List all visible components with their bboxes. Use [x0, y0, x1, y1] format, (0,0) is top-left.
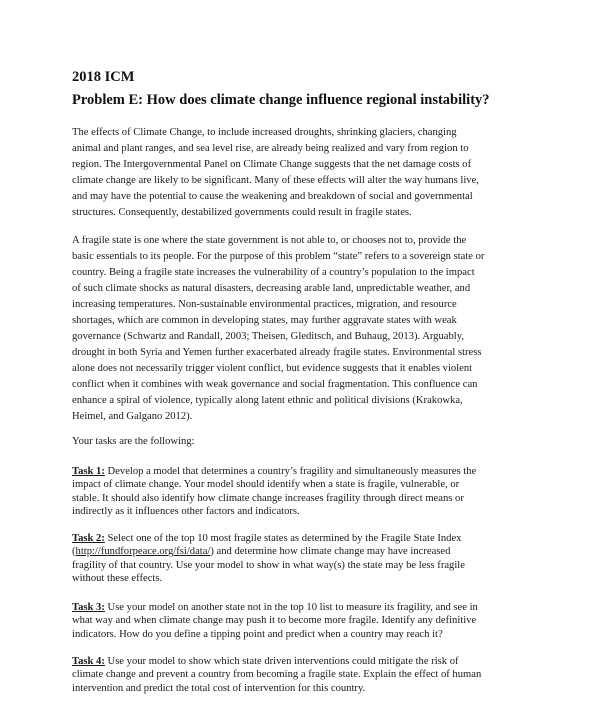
- para1-line: climate change are likely to be significant. Many of these effects will alter the way humans live,: [72, 175, 479, 186]
- task-2-paren: (: [72, 546, 76, 558]
- paragraph-climate-effects: [72, 125, 532, 221]
- task-3: [72, 601, 542, 641]
- task-2: [72, 532, 542, 586]
- fsi-data-link[interactable]: http://fundforpeace.org/fsi/data/: [75, 546, 211, 558]
- task-2-line: ) and determine how climate change may have increased: [210, 546, 451, 558]
- problem-title: Problem E: How does climate change influence regional instability?: [72, 92, 490, 108]
- task-4: [72, 655, 542, 695]
- task-4-line: climate change and prevent a country from becoming a fragile state. Explain the effect of human: [72, 669, 482, 681]
- para2-line: conflict when it combines with weak governance and social fragmentation. This confluence can: [72, 379, 478, 390]
- task-4-line: Use your model to show which state driven interventions could mitigate the risk of: [104, 656, 459, 667]
- task-2-label: Task 2:: [72, 533, 105, 544]
- task-4-label: Task 4:: [72, 656, 105, 667]
- tasks-intro-text: Your tasks are the following:: [72, 436, 195, 447]
- para2-line: Heimel, and Galgano 2012).: [72, 411, 193, 422]
- task-3-label: Task 3:: [72, 602, 105, 613]
- para2-line: increasing temperatures. Non-sustainable environmental practices, migration, and resource: [72, 299, 457, 310]
- para1-line: animal and plant ranges, and sea level rise, are already being realized and vary from region to: [72, 143, 469, 154]
- para2-line: shortages, which are common in developing states, may further aggravate states with weak: [72, 315, 457, 326]
- task-3-line: indicators. How do you define a tipping point and predict when a country may reach it?: [72, 628, 443, 640]
- task-1-line: Develop a model that determines a country’s fragility and simultaneously measures the: [104, 466, 477, 477]
- para2-line: basic essentials to its people. For the purpose of this problem “state” refers to a sovereign state or: [72, 251, 485, 262]
- para2-line: enhance a spiral of violence, typically along latent ethnic and political divisions (Krakowka,: [72, 395, 463, 406]
- task-2-line: Select one of the top 10 most fragile states as determined by the Fragile State Index: [104, 533, 462, 544]
- para1-line: The effects of Climate Change, to include increased droughts, shrinking glaciers, changing: [72, 127, 457, 138]
- task-1: [72, 465, 542, 519]
- task-1-label: Task 1:: [72, 466, 105, 477]
- task-3-line: what way and when climate change may push it to become more fragile. Identify any definitive: [72, 615, 477, 627]
- task-2-line: fragility of that country. Use your model to show in what way(s) the state may be less fragile: [72, 559, 465, 571]
- paragraph-fragile-state: [72, 233, 532, 425]
- task-4-line: intervention and predict the total cost of intervention for this country.: [72, 682, 366, 694]
- para1-line: and may have the potential to cause the weakening and breakdown of social and governmental: [72, 191, 473, 202]
- header-year: 2018 ICM: [72, 69, 135, 85]
- para1-line: structures. Consequently, destabilized governments could result in fragile states.: [72, 207, 412, 218]
- task-1-line: indirectly as it influences other factors and indicators.: [72, 506, 300, 518]
- para2-line: country. Being a fragile state increases the vulnerability of a country’s population to the impact: [72, 267, 475, 278]
- task-1-line: stable. It should also identify how climate change increases fragility through direct means or: [72, 492, 464, 504]
- para2-line: of such climate shocks as natural disasters, decreasing arable land, unpredictable weather, and: [72, 283, 471, 294]
- para2-line: governance (Schwartz and Randall, 2003; Theisen, Gleditsch, and Buhaug, 2013). Arguably,: [72, 331, 464, 342]
- tasks-intro: [72, 434, 532, 450]
- para2-line: A fragile state is one where the state government is not able to, or chooses not to, provide the: [72, 235, 467, 246]
- task-2-line: without these effects.: [72, 573, 163, 585]
- task-3-line: Use your model on another state not in the top 10 list to measure its fragility, and see in: [104, 602, 478, 613]
- task-1-line: impact of climate change. Your model should identify when a state is fragile, vulnerable, or: [72, 479, 460, 491]
- para1-line: region. The Intergovernmental Panel on Climate Change suggests that the net damage costs of: [72, 159, 472, 170]
- para2-line: drought in both Syria and Yemen further exacerbated already fragile states. Environmental stress: [72, 347, 482, 358]
- para2-line: alone does not necessarily trigger violent conflict, but evidence suggests that it enables violent: [72, 363, 473, 374]
